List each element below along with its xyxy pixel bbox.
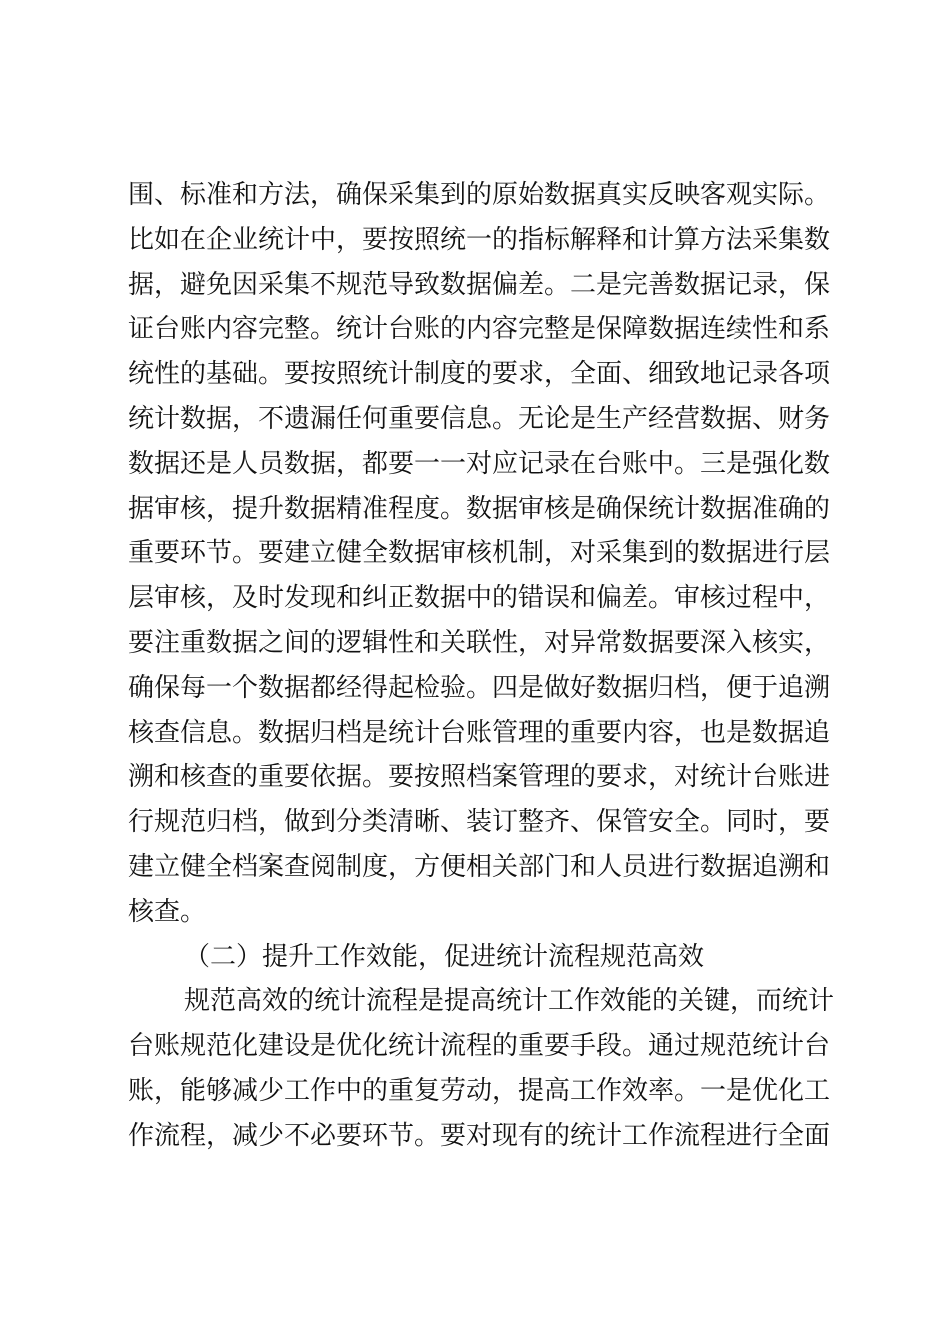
text-line: 台账规范化建设是优化统计流程的重要手段。通过规范统计台 xyxy=(128,1031,831,1062)
text-line: 数据还是人员数据，都要一一对应记录在台账中。三是强化数 xyxy=(128,448,831,479)
body-text xyxy=(128,173,835,1159)
text-line: 行规范归档，做到分类清晰、装订整齐、保管安全。同时，要 xyxy=(128,807,831,838)
text-line: 核查信息。数据归档是统计台账管理的重要内容，也是数据追 xyxy=(128,717,831,748)
text-line: 账，能够减少工作中的重复劳动，提高工作效率。一是优化工 xyxy=(128,1075,831,1106)
text-line: 据，避免因采集不规范导致数据偏差。二是完善数据记录，保 xyxy=(128,269,831,300)
text-line: 围、标准和方法，确保采集到的原始数据真实反映客观实际。 xyxy=(128,180,831,210)
text-line: 建立健全档案查阅制度，方便相关部门和人员进行数据追溯和 xyxy=(128,851,831,882)
text-line: 据审核，提升数据精准程度。数据审核是确保统计数据准确的 xyxy=(128,493,831,524)
text-line: 确保每一个数据都经得起检验。四是做好数据归档，便于追溯 xyxy=(128,672,831,703)
text-line: 层审核，及时发现和纠正数据中的错误和偏差。审核过程中， xyxy=(128,583,831,614)
text-line: 核查。 xyxy=(128,896,207,927)
text-line: 要注重数据之间的逻辑性和关联性，对异常数据要深入核实， xyxy=(128,627,831,658)
section-heading: （二）提升工作效能，促进统计流程规范高效 xyxy=(184,941,705,972)
text-line: 作流程，减少不必要环节。要对现有的统计工作流程进行全面 xyxy=(128,1120,831,1151)
text-line: 比如在企业统计中，要按照统一的指标解释和计算方法采集数 xyxy=(128,224,831,255)
text-line: 证台账内容完整。统计台账的内容完整是保障数据连续性和系 xyxy=(128,314,831,345)
text-line: 重要环节。要建立健全数据审核机制，对采集到的数据进行层 xyxy=(128,538,831,569)
text-line: 统计数据，不遗漏任何重要信息。无论是生产经营数据、财务 xyxy=(128,403,831,434)
text-line: 溯和核查的重要依据。要按照档案管理的要求，对统计台账进 xyxy=(128,762,831,793)
paragraph-first-line: 规范高效的统计流程是提高统计工作效能的关键，而统计 xyxy=(184,986,835,1017)
text-line: 统性的基础。要按照统计制度的要求，全面、细致地记录各项 xyxy=(128,359,831,390)
